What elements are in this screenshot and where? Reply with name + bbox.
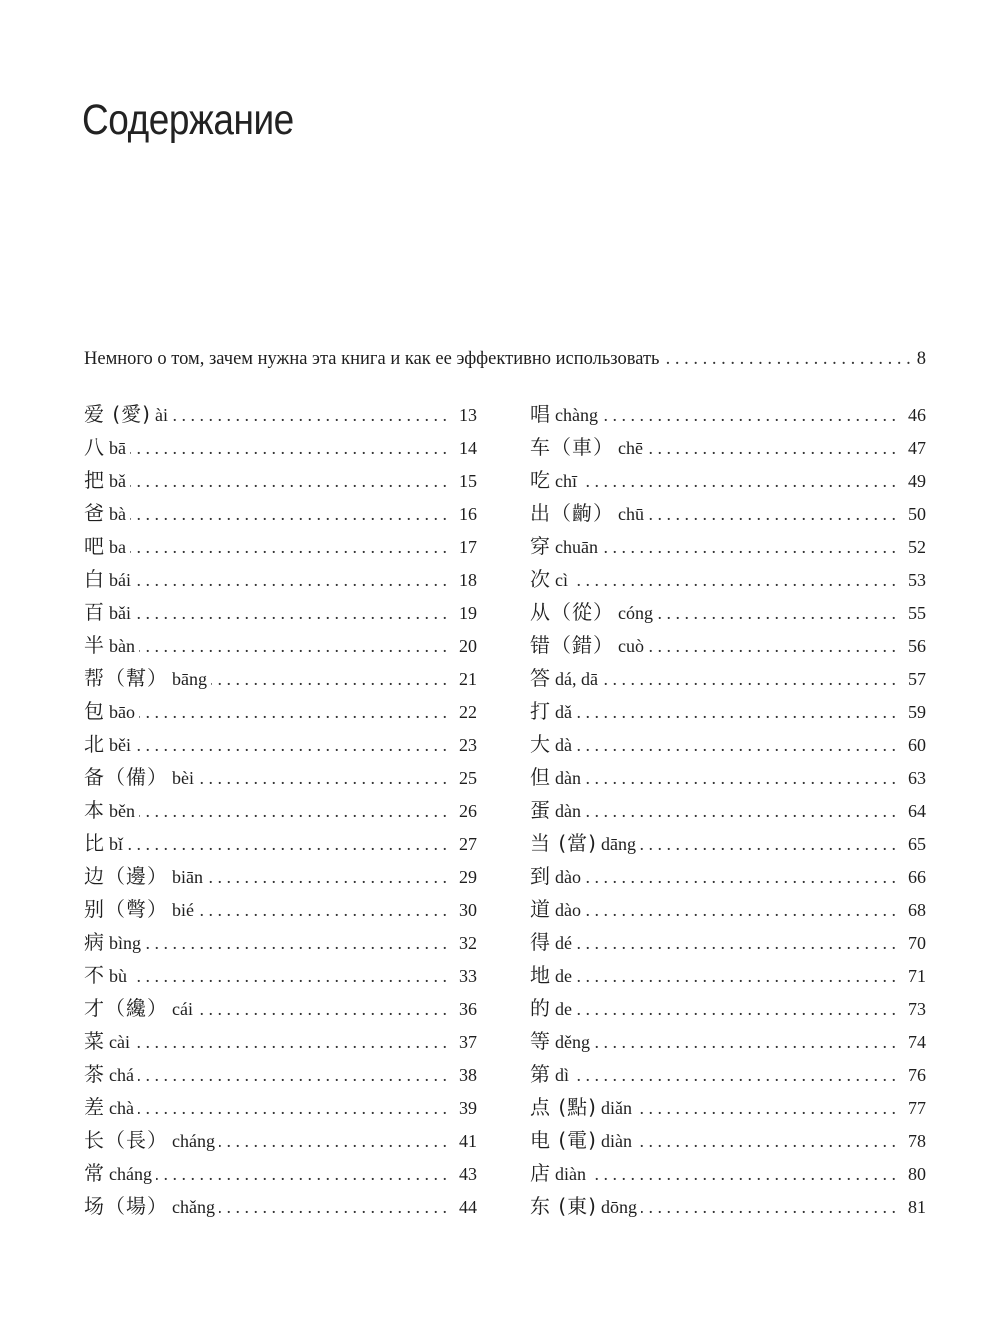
toc-entry[interactable] (84, 464, 477, 497)
toc-entry-pinyin: bàn (109, 636, 135, 656)
toc-entry-pinyin: chǎng (172, 1197, 215, 1217)
toc-entry-pinyin: cuò (618, 636, 644, 656)
dot-leader (585, 762, 896, 795)
toc-entry-pinyin: bǎ (109, 471, 126, 491)
toc-entry-page: 73 (908, 999, 926, 1019)
toc-entry[interactable] (530, 695, 926, 728)
toc-entry-pinyin: diàn (555, 1164, 586, 1184)
dot-leader (130, 465, 447, 498)
toc-entry-page: 17 (459, 537, 477, 557)
toc-entry-hanzi: 才（纔） (84, 996, 168, 1020)
toc-entry-pinyin: bāo (109, 702, 135, 722)
toc-entry[interactable] (530, 827, 926, 860)
toc-entry[interactable] (530, 563, 926, 596)
toc-entry-hanzi: 点 (點) (530, 1095, 597, 1119)
toc-entry-pinyin: děng (555, 1032, 590, 1052)
toc-entry-pinyin: de (555, 999, 572, 1019)
toc-entry[interactable] (84, 497, 477, 530)
toc-entry[interactable] (84, 662, 477, 695)
toc-entry-hanzi: 八 (84, 435, 105, 459)
toc-entry-hanzi: 从（從） (530, 600, 614, 624)
toc-entry-hanzi: 得 (530, 930, 551, 954)
toc-entry-hanzi: 地 (530, 963, 551, 987)
toc-entry-hanzi: 答 (530, 666, 551, 690)
dot-leader (139, 795, 447, 828)
toc-entry[interactable] (530, 794, 926, 827)
toc-entry-pinyin: cài (109, 1032, 130, 1052)
toc-entry[interactable] (530, 1124, 926, 1157)
toc-entry[interactable] (530, 1190, 926, 1223)
dot-leader (576, 960, 896, 993)
toc-entry-pinyin: chū (618, 504, 644, 524)
dot-leader (138, 1059, 447, 1092)
dot-leader (156, 1158, 447, 1191)
toc-entry-hanzi: 本 (84, 798, 105, 822)
toc-entry[interactable] (84, 1091, 477, 1124)
toc-entry-page: 20 (459, 636, 477, 656)
toc-entry-page: 71 (908, 966, 926, 986)
toc-entry[interactable] (84, 1157, 477, 1190)
toc-entry-pinyin: dàn (555, 801, 581, 821)
toc-entry-hanzi: 等 (530, 1029, 551, 1053)
toc-entry-pinyin: de (555, 966, 572, 986)
toc-entry-pinyin: diǎn (600, 1098, 632, 1118)
dot-leader (585, 894, 896, 927)
dot-leader (135, 729, 447, 762)
toc-entry-hanzi: 差 (84, 1095, 105, 1119)
dot-leader (594, 1026, 896, 1059)
toc-entry[interactable] (530, 959, 926, 992)
toc-entry[interactable] (530, 860, 926, 893)
toc-entry-page: 77 (908, 1098, 926, 1118)
dot-leader (198, 762, 447, 795)
toc-entry[interactable] (84, 827, 477, 860)
toc-entry-pinyin: chàng (555, 405, 598, 425)
dot-leader (130, 432, 447, 465)
dot-leader (657, 597, 896, 630)
toc-entry-hanzi: 蛋 (530, 798, 551, 822)
dot-leader (197, 993, 447, 1026)
dot-leader (636, 1125, 896, 1158)
toc-entry-pinyin: cháng (172, 1131, 215, 1151)
toc-entry-hanzi: 半 (84, 633, 105, 657)
dot-leader (198, 894, 447, 927)
dot-leader (602, 531, 896, 564)
toc-entry-page: 63 (908, 768, 926, 788)
dot-leader (207, 861, 447, 894)
toc-entry[interactable] (530, 1091, 926, 1124)
toc-entry-page: 21 (459, 669, 477, 689)
toc-entry-page: 74 (908, 1032, 926, 1052)
toc-entry-page: 29 (459, 867, 477, 887)
toc-entry-hanzi: 东 (東) (530, 1194, 597, 1218)
toc-entry-page: 22 (459, 702, 477, 722)
toc-entry-hanzi: 打 (530, 699, 551, 723)
dot-leader (138, 1092, 447, 1125)
toc-entry[interactable] (84, 1124, 477, 1157)
dot-leader (585, 795, 896, 828)
toc-entry[interactable] (530, 530, 926, 563)
toc-entry-pinyin: dàn (555, 768, 581, 788)
toc-entry-hanzi: 出（齣） (530, 501, 614, 525)
toc-entry-pinyin: bìng (109, 933, 142, 953)
toc-entry-page: 23 (459, 735, 477, 755)
toc-entry-hanzi: 爸 (84, 501, 105, 525)
toc-entry[interactable] (530, 1058, 926, 1091)
toc-entry-page: 14 (459, 438, 477, 458)
toc-entry-page: 38 (459, 1065, 477, 1085)
toc-entry[interactable] (530, 431, 926, 464)
dot-leader (135, 564, 447, 597)
dot-leader (127, 828, 447, 861)
toc-entry-hanzi: 道 (530, 897, 551, 921)
toc-entry[interactable] (84, 959, 477, 992)
toc-entry-hanzi: 菜 (84, 1029, 105, 1053)
toc-entry-hanzi: 把 (84, 468, 105, 492)
toc-entry-page: 52 (908, 537, 926, 557)
dot-leader (647, 432, 896, 465)
toc-entry[interactable] (84, 794, 477, 827)
toc-entry-hanzi: 不 (84, 963, 105, 987)
toc-entry-pinyin: cháng (109, 1164, 152, 1184)
toc-entry-page: 49 (908, 471, 926, 491)
toc-entry[interactable] (530, 662, 926, 695)
toc-entry-pinyin: bāng (172, 669, 207, 689)
toc-entry-page: 47 (908, 438, 926, 458)
dot-leader (573, 1059, 896, 1092)
toc-entry-hanzi: 次 (530, 567, 551, 591)
toc-entry-hanzi: 店 (530, 1161, 551, 1185)
toc-entry-pinyin: chī (555, 471, 577, 491)
toc-entry[interactable] (530, 1025, 926, 1058)
toc-entry[interactable] (530, 761, 926, 794)
toc-entry[interactable] (530, 464, 926, 497)
toc-intro-page: 8 (916, 349, 926, 369)
toc-entry[interactable] (530, 497, 926, 530)
toc-entry-hanzi: 的 (530, 996, 551, 1020)
dot-leader (219, 1125, 447, 1158)
toc-entry-pinyin: cóng (618, 603, 653, 623)
toc-entry-pinyin: bèi (172, 768, 194, 788)
toc-entry-hanzi: 车（車） (530, 435, 614, 459)
toc-entry[interactable] (84, 530, 477, 563)
dot-leader (666, 346, 911, 372)
toc-entry-pinyin: dà (555, 735, 572, 755)
toc-entry-pinyin: dāng (600, 834, 636, 854)
toc-entry-pinyin: chē (618, 438, 643, 458)
toc-entry-pinyin: dǎ (555, 702, 572, 722)
toc-entry[interactable] (84, 1190, 477, 1223)
dot-leader (130, 498, 447, 531)
dot-leader (581, 465, 896, 498)
dot-leader (134, 1026, 447, 1059)
dot-leader (648, 498, 896, 531)
dot-leader (602, 663, 896, 696)
toc-entry-hanzi: 北 (84, 732, 105, 756)
toc-entry-page: 32 (459, 933, 477, 953)
dot-leader (576, 696, 896, 729)
toc-entry[interactable] (530, 596, 926, 629)
toc-entry[interactable] (84, 596, 477, 629)
toc-entry-page: 53 (908, 570, 926, 590)
toc-entry[interactable] (84, 629, 477, 662)
toc-entry-hanzi: 病 (84, 930, 105, 954)
toc-entry-page: 76 (908, 1065, 926, 1085)
toc-entry-page: 39 (459, 1098, 477, 1118)
toc-entry-pinyin: chuān (555, 537, 598, 557)
toc-entry-page: 15 (459, 471, 477, 491)
toc-entry-hanzi: 吧 (84, 534, 105, 558)
toc-entry-hanzi: 大 (530, 732, 551, 756)
toc-entry-hanzi: 白 (84, 567, 105, 591)
dot-leader (131, 960, 447, 993)
toc-left-column (84, 398, 477, 1223)
toc-entry-hanzi: 场（場） (84, 1194, 168, 1218)
dot-leader (572, 564, 896, 597)
toc-entry-pinyin: bái (109, 570, 131, 590)
dot-leader (139, 630, 447, 663)
toc-entry[interactable] (84, 563, 477, 596)
dot-leader (211, 663, 447, 696)
toc-entry[interactable] (84, 926, 477, 959)
toc-entry-page: 59 (908, 702, 926, 722)
toc-entry-hanzi: 帮（幫） (84, 666, 168, 690)
toc-entry-hanzi: 电 (電) (530, 1128, 597, 1152)
toc-entry-pinyin: dì (555, 1065, 570, 1085)
dot-leader (585, 861, 896, 894)
toc-entry-pinyin: dá, dā (555, 669, 598, 689)
toc-entry-pinyin: bǎi (109, 603, 131, 623)
toc-entry[interactable] (84, 893, 477, 926)
toc-entry-pinyin: běi (109, 735, 131, 755)
toc-entry-pinyin: cì (555, 570, 568, 590)
toc-entry-page: 30 (459, 900, 477, 920)
toc-entry-page: 80 (908, 1164, 926, 1184)
toc-entry-pinyin: bié (172, 900, 194, 920)
toc-entry[interactable] (84, 860, 477, 893)
dot-leader (576, 993, 896, 1026)
toc-entry-page: 41 (459, 1131, 477, 1151)
toc-entry-hanzi: 备（備） (84, 765, 168, 789)
toc-intro-entry[interactable] (84, 346, 926, 372)
toc-entry-page: 68 (908, 900, 926, 920)
toc-entry-pinyin: chà (109, 1098, 134, 1118)
toc-entry-hanzi: 唱 (530, 402, 551, 426)
toc-entry-page: 81 (908, 1197, 926, 1217)
toc-entry-pinyin: bù (109, 966, 127, 986)
toc-entry-hanzi: 当 (當) (530, 831, 597, 855)
toc-entry[interactable] (84, 695, 477, 728)
toc-entry-page: 65 (908, 834, 926, 854)
toc-entry-page: 44 (459, 1197, 477, 1217)
dot-leader (636, 1092, 896, 1125)
toc-entry-pinyin: bǐ (109, 834, 124, 854)
toc-entry-page: 64 (908, 801, 926, 821)
toc-entry-hanzi: 常 (84, 1161, 105, 1185)
dot-leader (172, 399, 447, 432)
toc-entry-hanzi: 别（彆） (84, 897, 168, 921)
dot-leader (641, 1191, 896, 1224)
toc-entry-pinyin: dào (555, 867, 581, 887)
toc-entry[interactable] (84, 992, 477, 1025)
toc-entry-hanzi: 第 (530, 1062, 551, 1086)
dot-leader (135, 597, 447, 630)
toc-entry-hanzi: 茶 (84, 1062, 105, 1086)
toc-entry-hanzi: 长（長） (84, 1128, 168, 1152)
toc-entry-page: 78 (908, 1131, 926, 1151)
toc-entry-page: 57 (908, 669, 926, 689)
toc-entry-pinyin: ài (154, 405, 168, 425)
toc-entry[interactable] (84, 1025, 477, 1058)
toc-entry-page: 27 (459, 834, 477, 854)
toc-right-column (530, 398, 926, 1223)
toc-entry[interactable] (530, 398, 926, 431)
toc-entry-hanzi: 但 (530, 765, 551, 789)
page-title: Содержание (82, 96, 294, 144)
toc-entry-hanzi: 百 (84, 600, 105, 624)
dot-leader (145, 927, 447, 960)
toc-entry-hanzi: 爱 (愛) (84, 402, 151, 426)
toc-entry-page: 50 (908, 504, 926, 524)
toc-entry-page: 70 (908, 933, 926, 953)
toc-entry-hanzi: 到 (530, 864, 551, 888)
toc-entry-page: 66 (908, 867, 926, 887)
toc-entry[interactable] (530, 728, 926, 761)
toc-entry-pinyin: dào (555, 900, 581, 920)
toc-entry-page: 33 (459, 966, 477, 986)
toc-entry[interactable] (530, 1157, 926, 1190)
toc-entry-page: 26 (459, 801, 477, 821)
toc-entry-pinyin: biān (172, 867, 203, 887)
toc-entry[interactable] (530, 926, 926, 959)
dot-leader (602, 399, 896, 432)
toc-entry-pinyin: bà (109, 504, 126, 524)
toc-entry-pinyin: ba (109, 537, 126, 557)
toc-entry-page: 37 (459, 1032, 477, 1052)
dot-leader (219, 1191, 447, 1224)
toc-entry-pinyin: chá (109, 1065, 134, 1085)
toc-entry-page: 56 (908, 636, 926, 656)
toc-entry-page: 36 (459, 999, 477, 1019)
dot-leader (576, 729, 896, 762)
toc-entry-pinyin: dōng (600, 1197, 637, 1217)
toc-entry[interactable] (530, 629, 926, 662)
toc-entry[interactable] (84, 1058, 477, 1091)
dot-leader (648, 630, 896, 663)
dot-leader (576, 927, 896, 960)
toc-entry-page: 25 (459, 768, 477, 788)
toc-entry-hanzi: 穿 (530, 534, 551, 558)
toc-entry-hanzi: 吃 (530, 468, 551, 492)
toc-entry-page: 46 (908, 405, 926, 425)
toc-entry-page: 55 (908, 603, 926, 623)
toc-entry-hanzi: 包 (84, 699, 105, 723)
toc-entry-pinyin: cái (172, 999, 193, 1019)
toc-entry-page: 13 (459, 405, 477, 425)
toc-entry-pinyin: běn (109, 801, 135, 821)
toc-entry-page: 19 (459, 603, 477, 623)
toc-entry-hanzi: 边（邊） (84, 864, 168, 888)
toc-intro-label: Немного о том, зачем нужна эта книга и как ее эффективно использовать (84, 349, 660, 369)
dot-leader (640, 828, 896, 861)
toc-entry[interactable] (530, 992, 926, 1025)
toc-entry-page: 18 (459, 570, 477, 590)
toc-entry-pinyin: dé (555, 933, 572, 953)
toc-entry[interactable] (84, 398, 477, 431)
toc-entry[interactable] (530, 893, 926, 926)
toc-entry-page: 43 (459, 1164, 477, 1184)
toc-entry-page: 16 (459, 504, 477, 524)
toc-entry-pinyin: bā (109, 438, 126, 458)
toc-entry-page: 60 (908, 735, 926, 755)
toc-entry-hanzi: 错（錯） (530, 633, 614, 657)
toc-entry[interactable] (84, 728, 477, 761)
toc-entry-hanzi: 比 (84, 831, 105, 855)
dot-leader (130, 531, 447, 564)
toc-entry-pinyin: diàn (600, 1131, 632, 1151)
dot-leader (139, 696, 447, 729)
dot-leader (590, 1158, 896, 1191)
toc-entry[interactable] (84, 761, 477, 794)
toc-entry[interactable] (84, 431, 477, 464)
